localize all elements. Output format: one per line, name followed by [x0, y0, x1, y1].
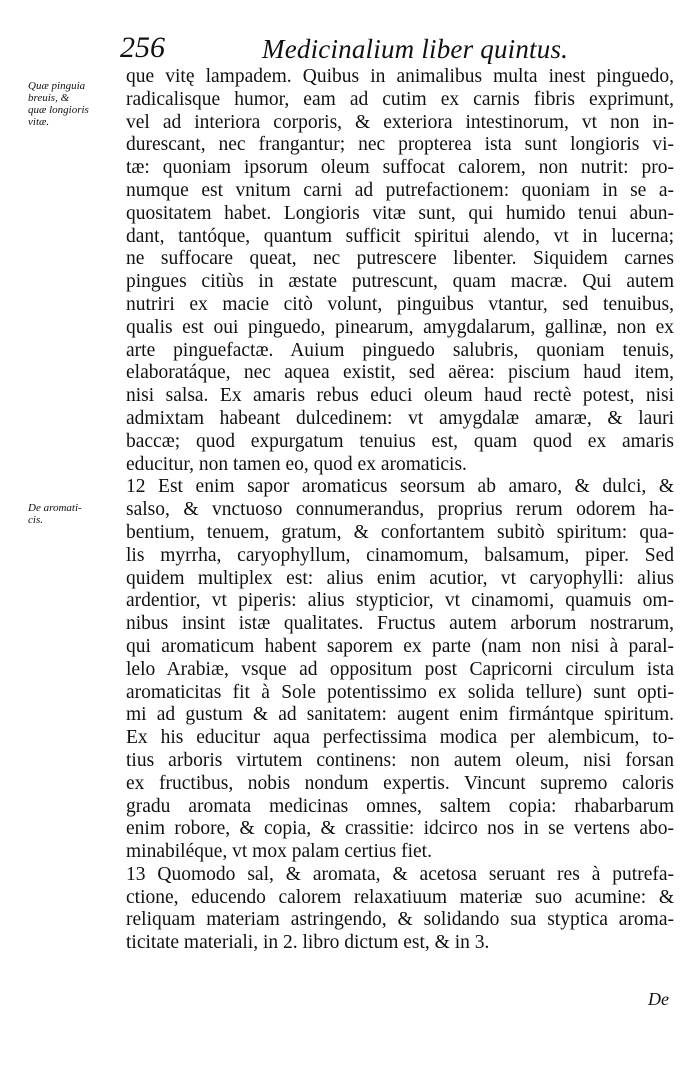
text-line: ne suffocare queat, nec putrescere libenter. Siquidem carnes: [126, 248, 674, 270]
text-line: que vitę lampadem. Quibus in animalibus multa inest pinguedo,: [126, 66, 674, 87]
text-line: arte pinguefactæ. Auium pinguedo salubris, quoniam tenuis,: [126, 339, 674, 361]
text-line: aromaticitas fit à Sole potentissimo ex solida tellure) sunt opti-: [126, 681, 674, 703]
text-line: lelo Arabiæ, vsque ad oppositum post Capricorni circulum ista: [126, 658, 674, 680]
text-line: reliquam materiam astringendo, & solidando sua styptica aroma-: [126, 909, 674, 931]
text-line: dant, tantóque, quantum sufficit spiritui alendo, vt in lucerna;: [126, 225, 674, 247]
running-title: Medicinalium liber quintus.: [262, 34, 569, 64]
text-line: pingues citiùs in æstate putrescunt, quam macræ. Qui autem: [126, 271, 674, 293]
text-line: ardentior, vt piperis: alius stypticior, vt cinamomi, quamuis om-: [126, 590, 674, 612]
text-line: ctione, educendo calorem relaxatiuum materiæ suo acumine: &: [126, 886, 674, 908]
text-line: tius arboris virtutem continens: non autem oleum, nisi forsan: [126, 749, 674, 771]
text-line: elaboratáque, nec aquea existit, sed aërea: piscium haud item,: [126, 362, 674, 384]
text-line: 12 Est enim sapor aromaticus seorsum ab amaro, & dulci, &: [126, 476, 674, 498]
text-line: mi ad gustum & ad sanitatem: augent enim firmántque spiritum.: [126, 704, 674, 726]
text-line: quidem multiplex est: alius enim acutior, vt caryophylli: alius: [126, 567, 674, 589]
text-line: bentium, tenuem, gratum, & confortantem subitò spiritum: qua-: [126, 521, 674, 543]
text-line: educitur, non tamen eo, quod ex aromaticis.: [126, 453, 467, 475]
page-header: [0, 30, 700, 66]
text-line: qualis est oui pinguedo, pinearum, amygdalarum, gallinæ, non ex: [126, 316, 674, 338]
text-line: lis myrrha, caryophyllum, cinamomum, balsamum, piper. Sed: [126, 544, 674, 566]
text-line: minabiléque, vt mox palam certius fiet.: [126, 841, 432, 863]
text-line: Ex his educitur aqua perfectissima modica per alembicum, to-: [126, 727, 674, 749]
text-line: nibus insint istæ qualitates. Fructus autem arborum nostrarum,: [126, 613, 674, 635]
text-line: admixtam habeant dulcedinem: vt amygdalæ amaræ, & lauri: [126, 407, 674, 429]
text-line: ex fructibus, nobis nondum expertis. Vincunt supremo caloris: [126, 772, 674, 794]
text-line: vel ad interiora corporis, & exteriora intestinorum, vt non in-: [126, 111, 674, 133]
text-line: salso, & vnctuoso connumerandus, proprius rerum odorem ha-: [126, 499, 674, 521]
main-text-block: [126, 66, 674, 955]
text-line: baccæ; quod expurgatum tenuius est, quam quod ex amaris: [126, 430, 674, 452]
margin-note-pinguia: Quæ pinguia breuis, & quæ longioris vitæ.: [28, 80, 89, 128]
margin-note-aromaticis: De aromati- cis.: [28, 502, 82, 526]
text-line: quositatem habet. Longioris vitæ sunt, qui humido tenui abun-: [126, 202, 674, 224]
text-line: nutriri ex macie citò volunt, pinguibus vtantur, sed tenuibus,: [126, 293, 674, 315]
text-line: numque est vnitum carni ad putrefactionem: quoniam in se a-: [126, 179, 674, 201]
text-line: tæ: quoniam ipsorum oleum suffocat calorem, non nutrit: pro-: [126, 157, 674, 179]
text-line: durescant, nec frangantur; nec propterea ista sunt longioris vi-: [126, 134, 674, 156]
catchword: De: [648, 989, 669, 1009]
text-line: ticitate materiali, in 2. libro dictum est, & in 3.: [126, 932, 490, 954]
text-line: radicalisque humor, eam ad cutim ex carnis fibris exprimunt,: [126, 88, 674, 110]
text-line: gradu aromata medicinas omnes, saltem copia: rhabarbarum: [126, 795, 674, 817]
text-line: 13 Quomodo sal, & aromata, & acetosa seruant res à putrefa-: [126, 863, 674, 885]
text-line: qui aromaticum habent saporem ex parte (nam non nisi à paral-: [126, 635, 674, 657]
text-line: enim robore, & copia, & crassitie: idcirco nos in se vertens abo-: [126, 818, 674, 840]
text-line: nisi salsa. Ex amaris rebus educi oleum haud rectè potest, nisi: [126, 385, 674, 407]
page-number: 256: [120, 31, 165, 64]
